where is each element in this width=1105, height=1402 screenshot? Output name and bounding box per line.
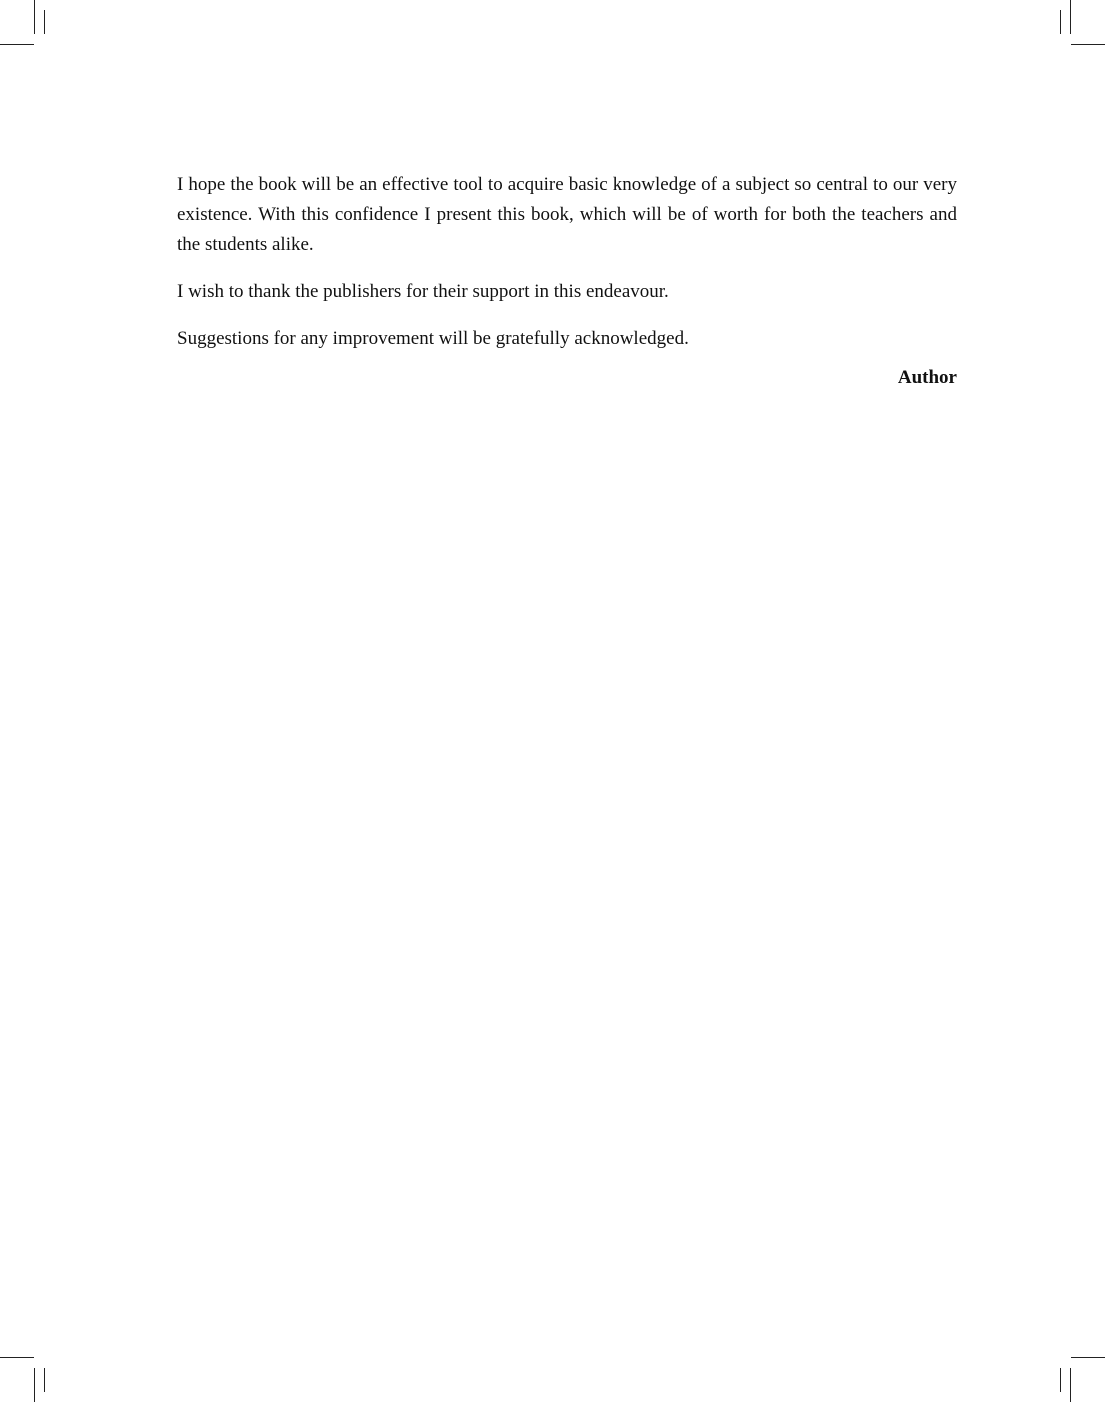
crop-mark-bottom-right-horizontal [1071, 1357, 1105, 1358]
crop-mark-top-left-horizontal [0, 44, 34, 45]
crop-mark-bottom-left-vertical-inner [44, 1368, 45, 1392]
crop-mark-bottom-right-vertical-outer [1070, 1368, 1071, 1402]
crop-mark-top-left-vertical-outer [34, 0, 35, 34]
crop-mark-bottom-left-vertical-outer [34, 1368, 35, 1402]
crop-mark-bottom-right-vertical-inner [1060, 1368, 1061, 1392]
crop-mark-top-right-horizontal [1071, 44, 1105, 45]
crop-mark-top-right-vertical-inner [1060, 10, 1061, 34]
paragraph-suggestions: Suggestions for any improvement will be gratefully acknowledged. [177, 328, 689, 349]
author-signature: Author [897, 367, 957, 388]
paragraph-thanks: I wish to thank the publishers for their support in this endeavour. [177, 281, 669, 302]
crop-mark-bottom-left-horizontal [0, 1357, 34, 1358]
preface-text-block [177, 170, 957, 393]
paragraph-book-purpose: I hope the book will be an effective tool to acquire basic knowledge of a subject so central to our very existence. With this confidence I present this book, which will be of worth for both the teachers and the students alike. [177, 174, 957, 255]
crop-mark-top-left-vertical-inner [44, 10, 45, 34]
crop-mark-top-right-vertical-outer [1070, 0, 1071, 34]
